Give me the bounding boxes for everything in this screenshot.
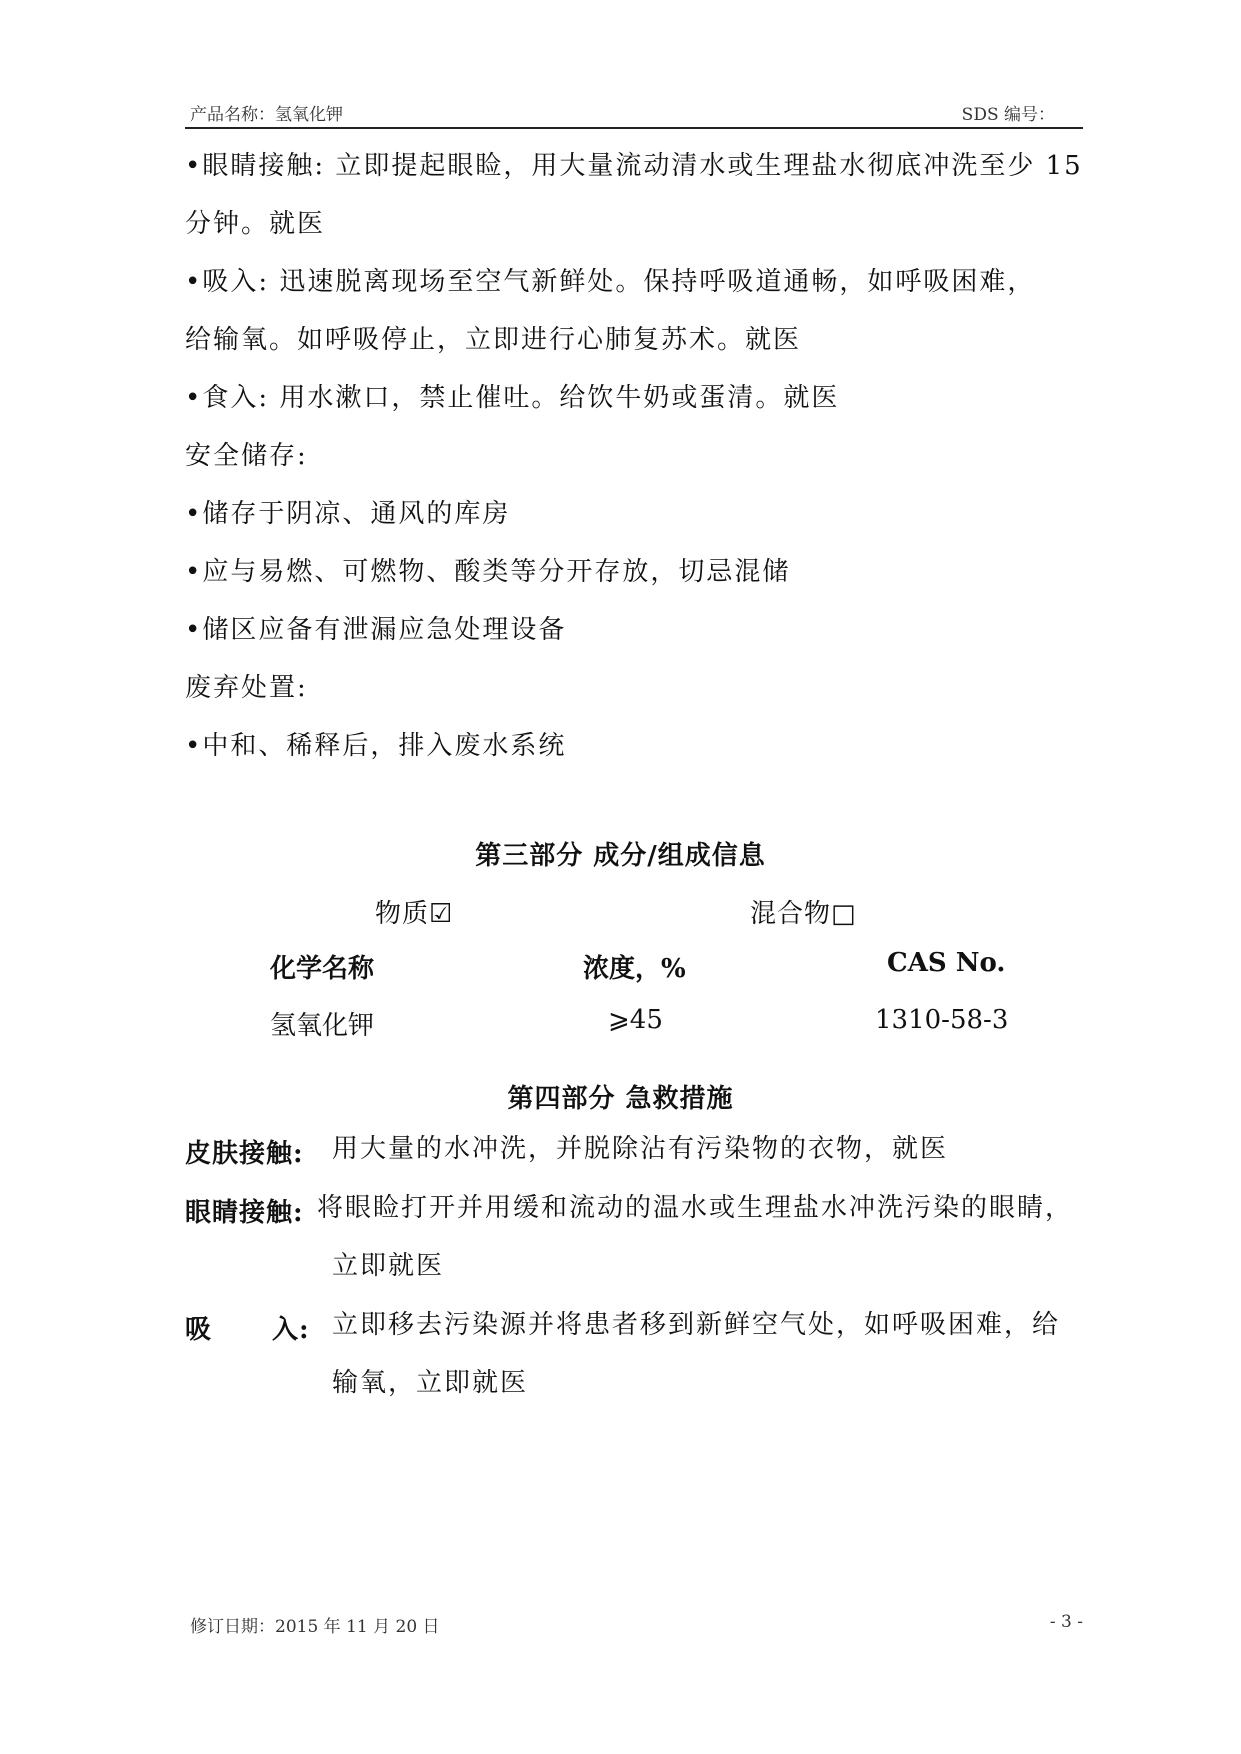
page-footer (185, 1612, 1083, 1638)
first-aid-line: •吸入: 迅速脱离现场至空气新鲜处。保持呼吸道通畅，如呼吸困难， (185, 267, 1036, 297)
substance-checkbox: 物质☑ (375, 899, 454, 929)
inhalation-text: 立即移去污染源并将患者移到新鲜空气处，如呼吸困难，给 (332, 1310, 1061, 1340)
page-number: - 3 - (1049, 1612, 1083, 1632)
first-aid-line: 分钟。就医 (185, 209, 326, 239)
disposal-item: •中和、稀释后，排入废水系统 (185, 731, 567, 761)
inhalation-label-part1: 吸 (185, 1315, 213, 1345)
column-header-concentration: 浓度，% (583, 954, 686, 984)
storage-item: •应与易燃、可燃物、酸类等分开存放，切忌混储 (185, 557, 791, 587)
section-4-title: 第四部分 急救措施 (507, 1084, 734, 1114)
skin-contact-text: 用大量的水冲洗，并脱除沾有污染物的衣物，就医 (332, 1134, 949, 1164)
first-aid-line: •食入: 用水漱口，禁止催吐。给饮牛奶或蛋清。就医 (185, 383, 840, 413)
page-header (185, 100, 1083, 128)
header-product-name: 产品名称：氢氧化钾 (190, 105, 343, 125)
revision-date: 修订日期：2015 年 11 月 20 日 (190, 1617, 440, 1637)
first-aid-line: •眼睛接触: 立即提起眼睑，用大量流动清水或生理盐水彻底冲洗至少 15 (185, 151, 1083, 181)
cell-chemical-name: 氢氧化钾 (270, 1011, 375, 1041)
first-aid-line: 给输氧。如呼吸停止，立即进行心肺复苏术。就医 (185, 325, 802, 355)
eye-contact-text: 将眼睑打开并用缓和流动的温水或生理盐水冲洗污染的眼睛， (317, 1193, 1074, 1223)
skin-contact-label: 皮肤接触: (185, 1139, 304, 1169)
column-header-chemical-name: 化学名称 (270, 954, 375, 984)
cell-concentration: ⩾45 (608, 1005, 663, 1035)
column-header-cas: CAS No. (887, 948, 1006, 978)
eye-contact-text-continued: 立即就医 (332, 1251, 445, 1281)
storage-item: •储区应备有泄漏应急处理设备 (185, 615, 567, 645)
storage-item: •储存于阴凉、通风的库房 (185, 499, 511, 529)
inhalation-label-part2: 入: (272, 1315, 310, 1345)
storage-heading: 安全储存: (185, 441, 308, 471)
section-3-title: 第三部分 成分/组成信息 (475, 841, 766, 871)
eye-contact-label: 眼睛接触: (185, 1198, 304, 1228)
header-sds-number: SDS 编号： (961, 105, 1055, 125)
cell-cas-number: 1310-58-3 (875, 1005, 1009, 1035)
mixture-checkbox: 混合物□ (750, 899, 857, 929)
header-divider (185, 127, 1083, 129)
disposal-heading: 废弃处置: (185, 673, 308, 703)
inhalation-text-continued: 输氧，立即就医 (332, 1368, 529, 1398)
